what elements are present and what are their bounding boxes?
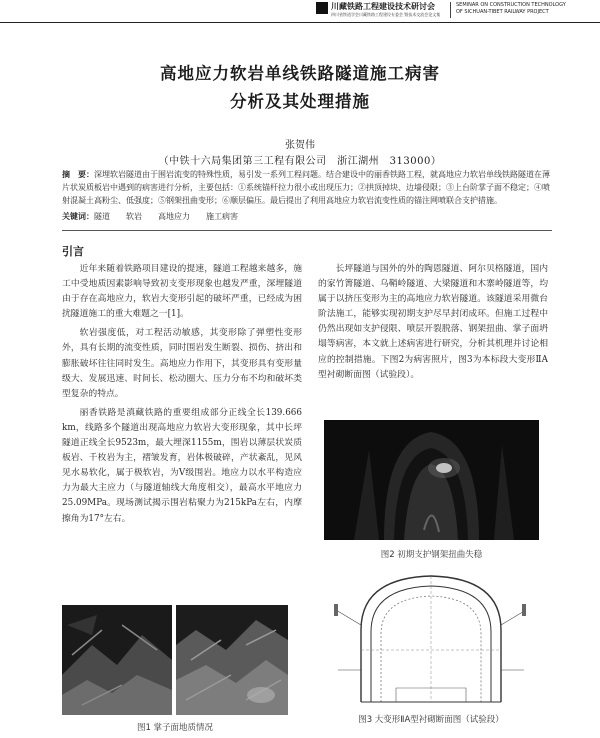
figure-1-photo-left <box>62 605 172 715</box>
keywords-label: 关键词： <box>62 212 94 221</box>
paragraph: 软岩强度低，对工程活动敏感，其变形除了弹塑性变形外，具有长期的流变性质，同时围岩发生断裂、损伤、挤出和膨胀破坏往往同时发生。高地应力作用下，其变形具有变形量级大、发展迅速、时间长、松动圈大、压力分布不均和破坏类型复杂的特点。 <box>62 328 302 399</box>
figure-3-diagram <box>326 570 536 708</box>
paragraph: 近年来随着铁路项目建设的提速，隧道工程越来越多，施工中受地质因素影响导致初支变形现象也越发严重，深埋隧道由于存在高地应力，软岩大变形引起的破坏严重，已经成为困扰隧道施工的重大难题之一[1]。 <box>62 264 302 320</box>
journal-subtitle: 四川省铁道学会川藏铁路工程建设专委会 暨技术交流会论文集 <box>331 12 441 17</box>
journal-english-line-2: OF SICHUAN-TIBET RAILWAY PROJECT <box>456 9 549 15</box>
paper-title-line-2: 分析及其处理措施 <box>230 92 370 111</box>
header-rule <box>0 22 600 23</box>
right-column <box>318 262 548 387</box>
tunnel-steel-arch-image <box>324 420 539 540</box>
paper-title-line-1: 高地应力软岩单线铁路隧道施工病害 <box>160 64 440 83</box>
left-column <box>62 262 302 531</box>
tunnel-cross-section-diagram <box>326 570 536 708</box>
keywords-text: 隧道 软岩 高地应力 施工病害 <box>94 212 238 221</box>
abstract-text: 深埋软岩隧道由于围岩流变的特殊性质，易引发一系列工程问题。结合建设中的丽香铁路工程，就高地应力软岩单线铁路隧道在薄片状炭质板岩中遇到的病害进行分析，主要包括：①系统锚杆拉力很小或出现压力；②拱顶掉块、边墙侵限；③上台阶掌子面不稳定；④喷射混凝土高粉尘、低强度；⑤钢架扭曲变形；⑥顺层偏压。最后提出了利用高地应力软岩流变性质的锚注网喷联合支护措施。 <box>62 170 550 205</box>
figure-2-caption: 图2 初期支护钢架扭曲失稳 <box>380 550 483 560</box>
figure-1-photo-right <box>176 605 288 715</box>
section-heading-intro: 引言 <box>62 245 84 258</box>
journal-english-line-1: SEMINAR ON CONSTRUCTION TECHNOLOGY <box>456 2 566 8</box>
figure-3-caption: 图3 大变形ⅡA型衬砌断面图（试验段） <box>358 715 504 725</box>
affiliation: （中铁十六局集团第三工程有限公司 浙江湖州 313000） <box>158 156 442 167</box>
figure-1-caption: 图1 掌子面地质情况 <box>136 723 214 733</box>
section-divider <box>62 230 552 231</box>
keywords <box>62 211 552 222</box>
journal-name: 川藏铁路工程建设技术研讨会 <box>331 2 435 11</box>
abstract-label: 摘 要： <box>62 170 94 179</box>
figure-2-photo <box>324 420 539 540</box>
paragraph: 长坪隧道与国外的外的陶恩隧道、阿尔贝格隧道，国内的家竹箐隧道、乌鞘岭隧道、大梁隧道和木寨岭隧道等，均属于以挤压变形为主的高地应力软岩隧道。该隧道采用微台阶法施工，能够实现初期支护尽早封闭成环。但施工过程中仍然出现如支护侵限、喷层开裂脱落、钢架扭曲、掌子面坍塌等病害，本文就上述病害进行研究，分析其机理并讨论相应的控制措施。下图2为病害照片，图3为本标段大变形ⅡA型衬砌断面图（试验段）。 <box>318 264 548 380</box>
author: 张贺伟 <box>285 140 315 151</box>
journal-english-name <box>456 2 566 16</box>
tunnel-face-rock-image <box>176 605 288 715</box>
abstract <box>62 168 552 207</box>
tunnel-face-rock-image <box>62 605 172 715</box>
header-divider <box>450 2 451 18</box>
paragraph: 丽香铁路是滇藏铁路的重要组成部分正线全长139.666 km，线路多个隧道出现高地应力软岩大变形现象，其中长坪隧道正线全长9523m，最大埋深1155m，围岩以薄层状炭质板岩、千枚岩为主，褶皱发育，岩体极破碎，产状紊乱，见风见水易软化，属于极软岩，为Ⅴ级围岩。地应力以水平构造应力为最大主应力（与隧道轴线大角度相交），最高水平地应力25.09MPa。现场测试揭示围岩粘聚力为215kPa左右，内摩擦角为17°左右。 <box>62 407 302 524</box>
journal-logo-icon <box>316 2 328 14</box>
